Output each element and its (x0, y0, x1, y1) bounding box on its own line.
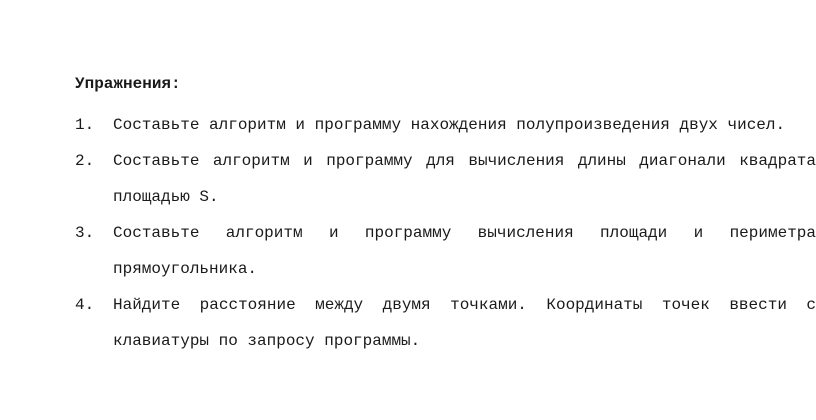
exercise-item-2 (75, 143, 816, 215)
exercise-item-3 (75, 215, 816, 287)
exercise-text: Составьте алгоритм и программу вычисления площади и периметра прямоугольника. (113, 224, 816, 278)
exercise-item-1 (75, 107, 816, 143)
exercise-text: Составьте алгоритм и программу нахождения полупроизведения двух чисел. (113, 116, 786, 134)
exercise-text: Составьте алгоритм и программу для вычисления длины диагонали квадрата площадью S. (113, 152, 816, 206)
exercise-number: 3. (75, 224, 95, 242)
exercise-text: Найдите расстояние между двумя точками. Координаты точек ввести с клавиатуры по запросу программы. (113, 296, 816, 350)
exercise-list (75, 107, 816, 359)
exercise-number: 2. (75, 152, 95, 170)
exercise-item-4 (75, 287, 816, 359)
exercises-heading: Упражнения: (75, 75, 181, 93)
exercise-number: 1. (75, 116, 95, 134)
exercise-number: 4. (75, 296, 95, 314)
